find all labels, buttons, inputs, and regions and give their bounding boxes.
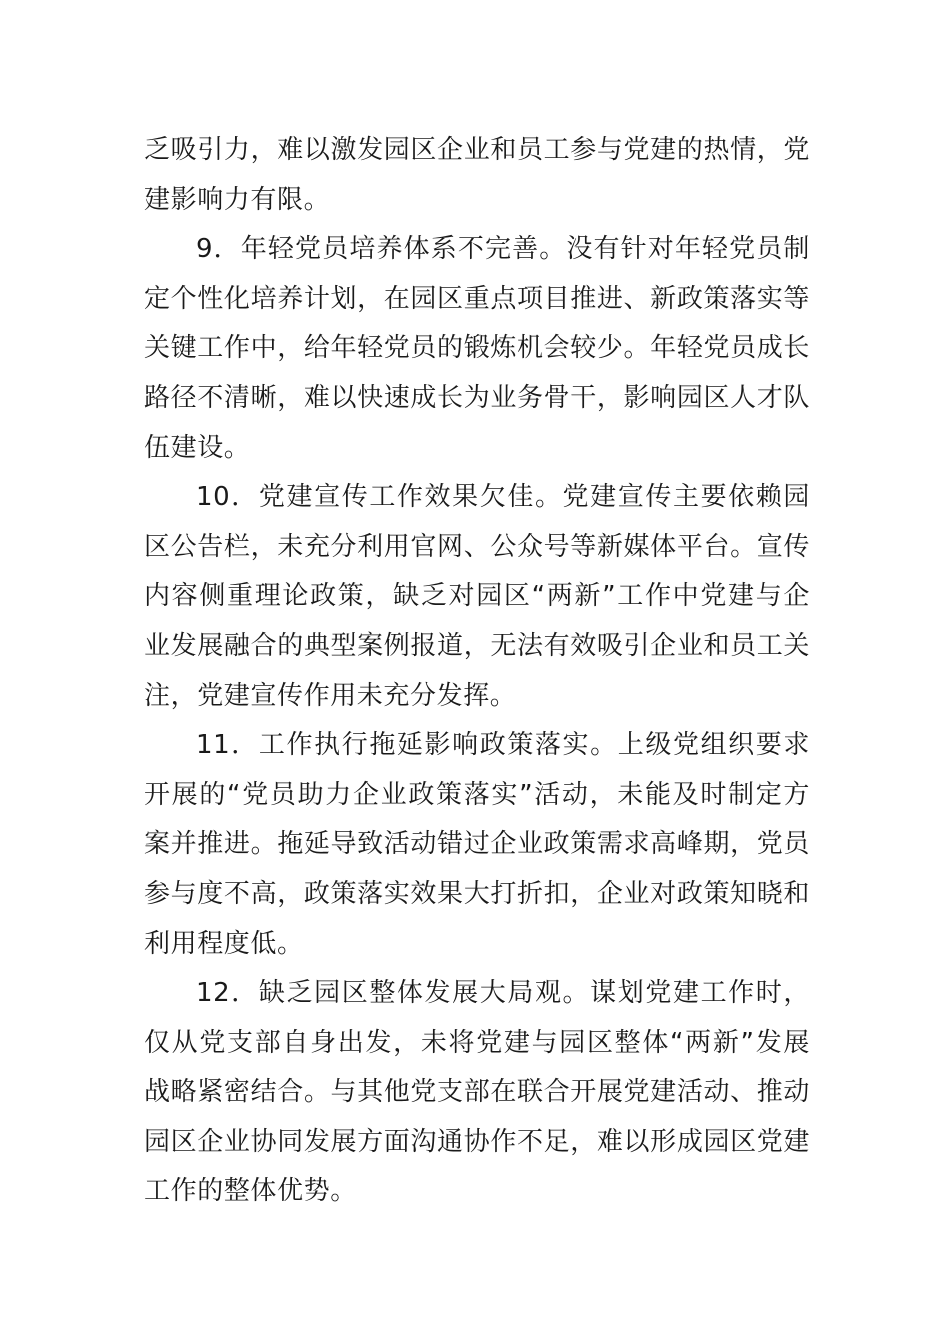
paragraph-item-9: 9．年轻党员培养体系不完善。没有针对年轻党员制定个性化培养计划，在园区重点项目推进、新政策落实等关键工作中，给年轻党员的锻炼机会较少。年轻党员成长路径不清晰，难以快速成长为业务骨干，影响园区人才队伍建设。	[144, 234, 810, 463]
paragraph-item-10: 10．党建宣传工作效果欠佳。党建宣传主要依赖园区公告栏，未充分利用官网、公众号等新媒体平台。宣传内容侧重理论政策，缺乏对园区“两新”工作中党建与企业发展融合的典型案例报道，无法有效吸引企业和员工关注，党建宣传作用未充分发挥。	[144, 482, 810, 711]
document-body	[144, 126, 810, 1217]
paragraph-item-11: 11．工作执行拖延影响政策落实。上级党组织要求开展的“党员助力企业政策落实”活动，未能及时制定方案并推进。拖延导致活动错过企业政策需求高峰期，党员参与度不高，政策落实效果大打折扣，企业对政策知晓和利用程度低。	[144, 730, 810, 959]
paragraph-continuation: 乏吸引力，难以激发园区企业和员工参与党建的热情，党建影响力有限。	[144, 135, 810, 215]
paragraph-item-12: 12．缺乏园区整体发展大局观。谋划党建工作时，仅从党支部自身出发，未将党建与园区整体“两新”发展战略紧密结合。与其他党支部在联合开展党建活动、推动园区企业协同发展方面沟通协作不足，难以形成园区党建工作的整体优势。	[144, 978, 810, 1207]
